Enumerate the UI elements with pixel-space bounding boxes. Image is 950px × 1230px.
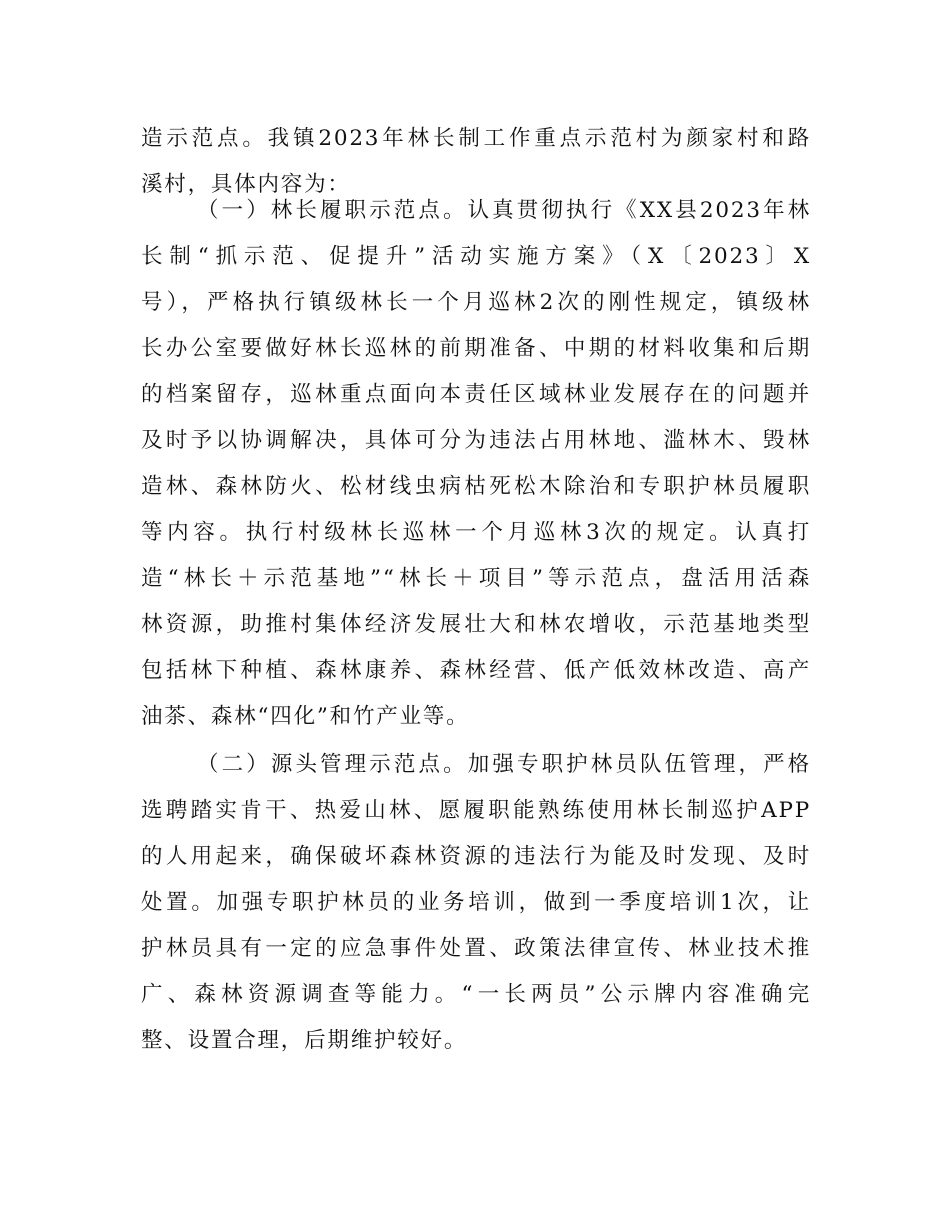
text-line: 选聘踏实肯干、热爱山林、愿履职能熟练使用林长制巡护APP	[141, 798, 811, 823]
text-line: 造林、森林防火、松材线虫病枯死松木除治和专职护林员履职	[141, 474, 811, 499]
text-line: 整、设置合理，后期维护较好。	[141, 1028, 468, 1053]
text-line: 长办公室要做好林长巡林的前期准备、中期的材料收集和后期	[141, 336, 811, 361]
text-line: 广、森林资源调查等能力。“一长两员”公示牌内容准确完	[141, 982, 811, 1007]
text-line: 号），严格执行镇级林长一个月巡林2次的刚性规定，镇级林	[141, 290, 811, 315]
text-line: 处置。加强专职护林员的业务培训，做到一季度培训1次，让	[141, 890, 811, 915]
text-line: （二）源头管理示范点。加强专职护林员队伍管理，严格	[197, 752, 811, 777]
text-line: 等内容。执行村级林长巡林一个月巡林3次的规定。认真打	[141, 520, 811, 545]
paragraph-section-2	[141, 742, 811, 1064]
text-line: 的档案留存，巡林重点面向本责任区域林业发展存在的问题并	[141, 382, 811, 407]
text-line: 溪村，具体内容为：	[141, 172, 351, 197]
paragraph-section-1	[141, 188, 811, 740]
text-line: 油茶、森林“四化”和竹产业等。	[141, 704, 470, 729]
text-line: 的人用起来，确保破坏森林资源的违法行为能及时发现、及时	[141, 844, 811, 869]
text-line: 护林员具有一定的应急事件处置、政策法律宣传、林业技术推	[141, 936, 811, 961]
text-line: 长制“抓示范、促提升”活动实施方案》（X〔2023〕X	[141, 244, 811, 269]
text-line: 林资源，助推村集体经济发展壮大和林农增收，示范基地类型	[141, 612, 811, 637]
text-line: （一）林长履职示范点。认真贯彻执行《XX县2023年林	[197, 198, 811, 223]
text-line: 造“林长＋示范基地”“林长＋项目”等示范点，盘活用活森	[141, 566, 811, 591]
text-line: 及时予以协调解决，具体可分为违法占用林地、滥林木、毁林	[141, 428, 811, 453]
text-line: 包括林下种植、森林康养、森林经营、低产低效林改造、高产	[141, 658, 811, 683]
text-line: 造示范点。我镇2023年林长制工作重点示范村为颜家村和路	[141, 126, 811, 151]
